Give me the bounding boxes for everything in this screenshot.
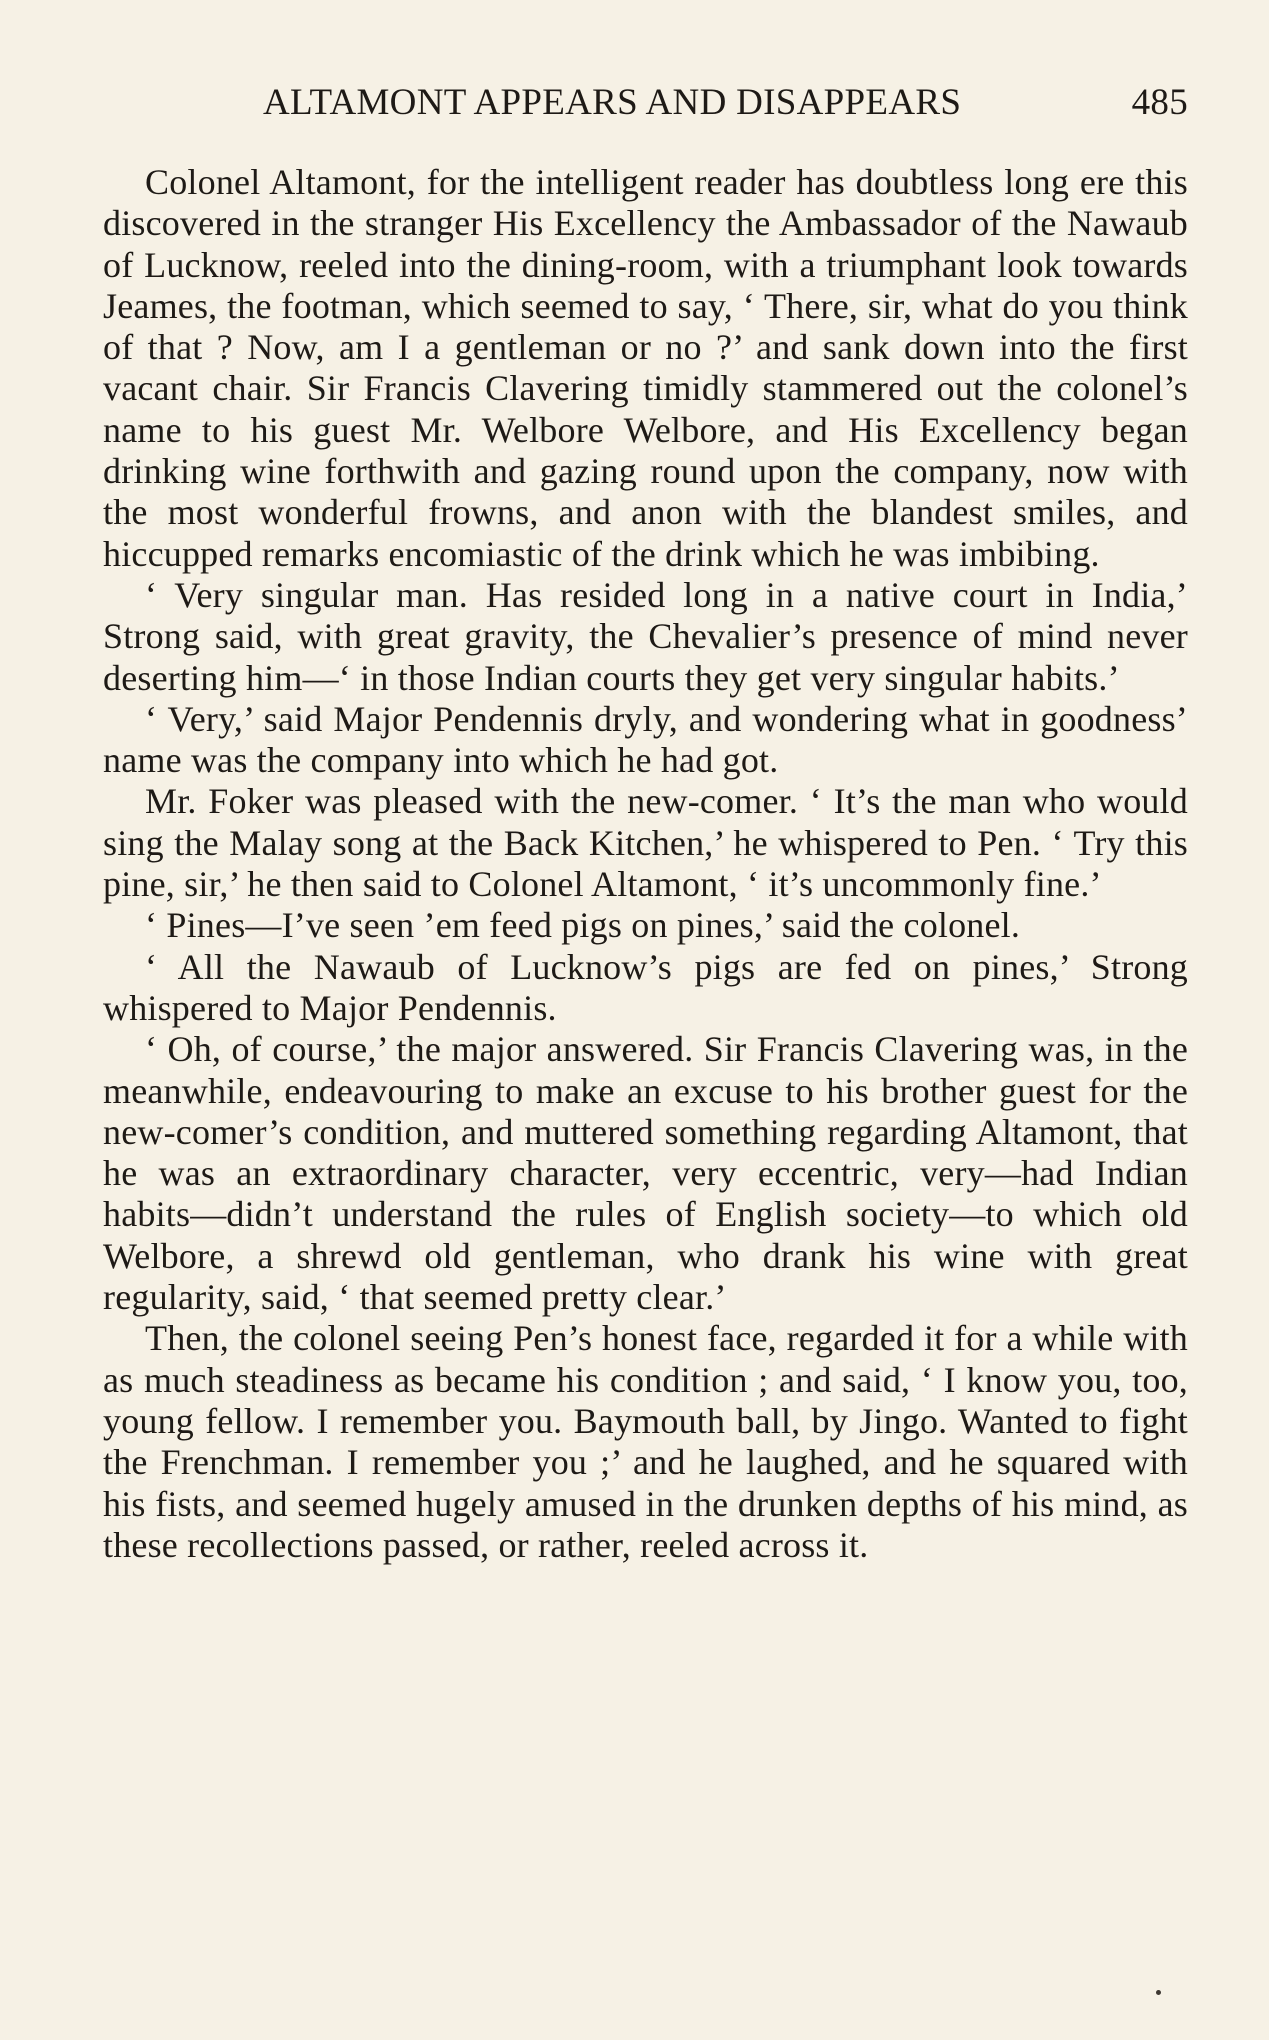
running-title: ALTAMONT APPEARS AND DISAPPEARS xyxy=(263,82,962,123)
paragraph: Colonel Altamont, for the intelligent reader has doubtless long ere this discovered in the stranger His Excellency the Ambassador of the Nawaub of Lucknow, reeled into the dining-room, with a triumphant look towards Jeames, the footman, which seemed to say, ‘ There, sir, what do you think of that ? Now, am I a gentleman or no ?’ and sank down into the first vacant chair. Sir Francis Clavering timidly stammered out the colonel’s name to his guest Mr. Welbore Welbore, and His Excellency began drinking wine forthwith and gazing round upon the company, now with the most wonderful frowns, and anon with the blandest smiles, and hiccupped remarks encomiastic of the drink which he was imbibing. xyxy=(103,162,1188,574)
paragraph: ‘ Pines—I’ve seen ’em feed pigs on pines,’ said the colonel. xyxy=(145,905,1021,946)
paragraph: ‘ All the Nawaub of Lucknow’s pigs are fed on pines,’ Strong whispered to Major Pendennis. xyxy=(103,946,1188,1028)
paragraph: Then, the colonel seeing Pen’s honest face, regarded it for a while with as much steadiness as became his condition ; and said, ‘ I know you, too, young fellow. I remember you. Baymouth ball, by Jingo. Wanted to fight the Frenchman. I remember you ;’ and he laughed, and he squared with his fists, and seemed hugely amused in the drunken depths of his mind, as these recollections passed, or rather, reeled across it. xyxy=(103,1318,1188,1565)
paragraph: ‘ Very,’ said Major Pendennis dryly, and wondering what in goodness’ name was the company into which he had got. xyxy=(103,698,1188,781)
body-text xyxy=(103,162,1188,1566)
ink-speck xyxy=(1156,1990,1161,1995)
page-number: 485 xyxy=(1131,82,1188,123)
running-header xyxy=(103,78,1188,128)
paragraph: Mr. Foker was pleased with the new-comer. ‘ It’s the man who would sing the Malay song at the Back Kitchen,’ he whispered to Pen. ‘ Try this pine, sir,’ he then said to Colonel Altamont, ‘ it’s uncommonly fine.’ xyxy=(103,781,1188,905)
paragraph: ‘ Oh, of course,’ the major answered. Sir Francis Clavering was, in the meanwhile, endeavouring to make an excuse to his brother guest for the new-comer’s condition, and muttered something regarding Altamont, that he was an extraordinary character, very eccentric, very—had Indian habits—didn’t understand the rules of English society—to which old Welbore, a shrewd old gentleman, who drank his wine with great regularity, said, ‘ that seemed pretty clear.’ xyxy=(103,1029,1188,1318)
paragraph: ‘ Very singular man. Has resided long in a native court in India,’ Strong said, with great gravity, the Chevalier’s presence of mind never deserting him—‘ in those Indian courts they get very singular habits.’ xyxy=(103,574,1188,698)
